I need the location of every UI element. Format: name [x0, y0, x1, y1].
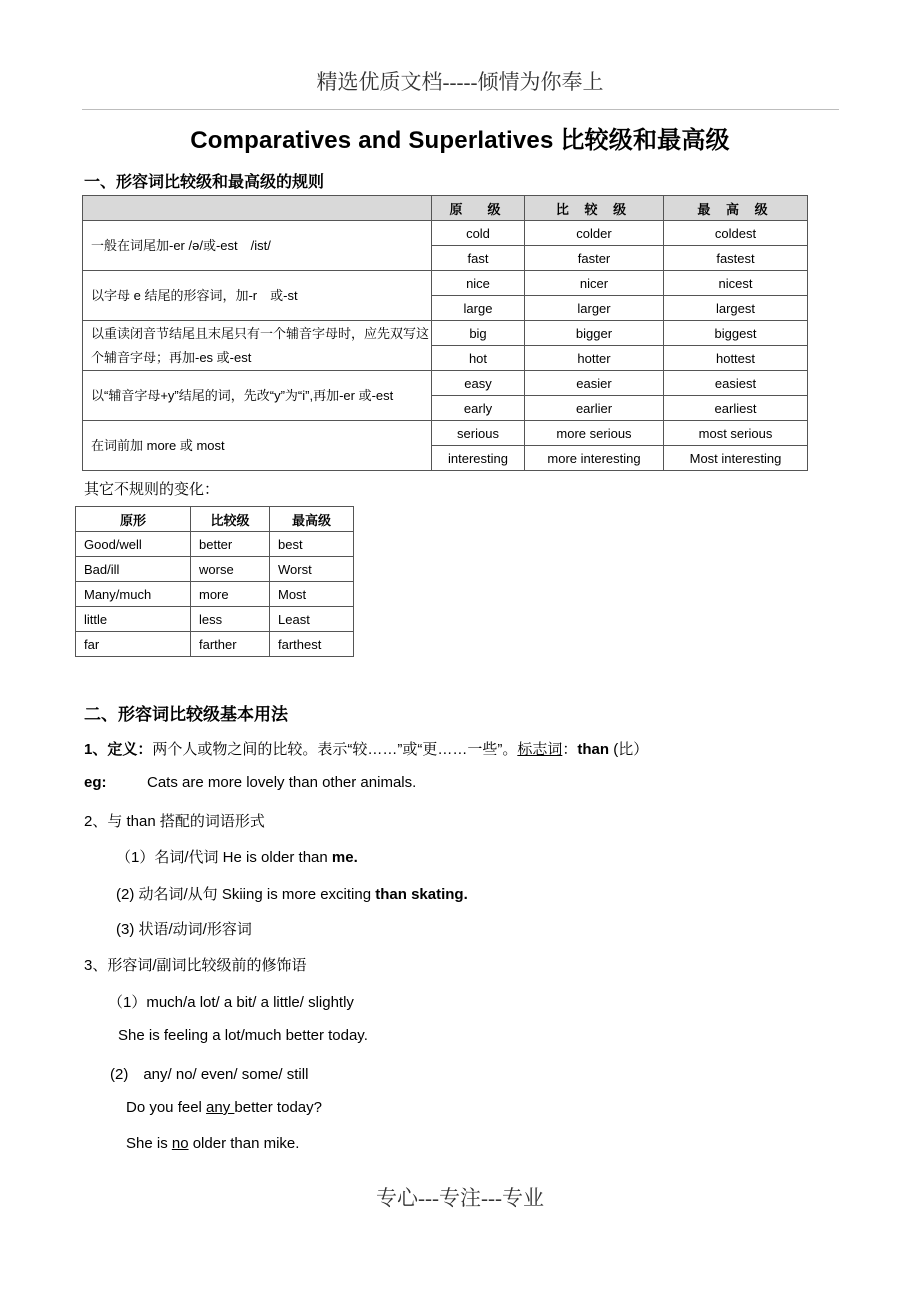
- rule-cell: 一般在词尾加-er /ə/或-est /ist/: [83, 221, 432, 271]
- comparative-cell: more serious: [525, 421, 664, 446]
- point-2-item-2: [116, 883, 468, 904]
- positive-cell: cold: [432, 221, 525, 246]
- example-text-underlined: any: [206, 1099, 235, 1116]
- header-cell-comparative: 比较级: [191, 507, 270, 532]
- comparative-cell: more: [191, 582, 270, 607]
- superlative-cell: hottest: [664, 346, 808, 371]
- superlative-cell: nicest: [664, 271, 808, 296]
- point-2-item-3: (3) 状语/动词/形容词: [116, 921, 252, 938]
- rule-cell: 以“辅音字母+y”结尾的词，先改“y”为“i”,再加-er 或-est: [83, 371, 432, 421]
- marker-word-than: than: [577, 741, 610, 758]
- point-2-item-2-bold: than skating.: [375, 886, 468, 903]
- comparative-cell: more interesting: [525, 446, 664, 471]
- example-text-underlined: no: [171, 1135, 189, 1152]
- example-text-pre: Do you feel: [126, 1099, 207, 1116]
- comparative-cell: easier: [525, 371, 664, 396]
- positive-cell: large: [432, 296, 525, 321]
- comparative-cell: nicer: [525, 271, 664, 296]
- point-2-item-1-bold: me.: [331, 849, 358, 866]
- base-cell: little: [76, 607, 191, 632]
- example-text: Cats are more lovely than other animals.: [147, 774, 417, 791]
- table-row: [83, 371, 808, 396]
- comparative-cell: worse: [191, 557, 270, 582]
- point-3-item-2-example-1: [126, 1099, 322, 1116]
- superlative-cell: Least: [270, 607, 354, 632]
- example-label: eg:: [84, 774, 107, 791]
- section1-heading: 一、形容词比较级和最高级的规则: [84, 174, 325, 191]
- comparative-cell: bigger: [525, 321, 664, 346]
- superlative-cell: farthest: [270, 632, 354, 657]
- page-header: 精选优质文档-----倾情为你奉上: [316, 70, 604, 94]
- table-row: [76, 632, 354, 657]
- point-3-item-2-example-2: [126, 1135, 299, 1152]
- base-cell: Good/well: [76, 532, 191, 557]
- example-text-post: older than mike.: [188, 1135, 300, 1152]
- superlative-cell: largest: [664, 296, 808, 321]
- rule-cell: 以字母 e 结尾的形容词，加-r 或-st: [83, 271, 432, 321]
- table-row: [83, 421, 808, 446]
- table-row: [76, 582, 354, 607]
- header-cell-superlative: 最高级: [270, 507, 354, 532]
- table-row: [76, 557, 354, 582]
- superlative-cell: easiest: [664, 371, 808, 396]
- page-footer: 专心---专注---专业: [376, 1186, 544, 1210]
- base-cell: Bad/ill: [76, 557, 191, 582]
- table-row: [76, 607, 354, 632]
- point-2-item-2-text: (2) 动名词/从句 Skiing is more exciting: [116, 886, 376, 903]
- definition-line: [84, 738, 648, 759]
- point-2-item-1-text: （1）名词/代词 He is older than: [116, 849, 332, 866]
- table-header-row: [76, 507, 354, 532]
- positive-cell: fast: [432, 246, 525, 271]
- comparative-cell: less: [191, 607, 270, 632]
- example-text-pre: She is: [126, 1135, 172, 1152]
- superlative-cell: earliest: [664, 396, 808, 421]
- document-title: Comparatives and Superlatives 比较级和最高级: [190, 127, 730, 154]
- base-cell: Many/much: [76, 582, 191, 607]
- point-3-item-1-example: She is feeling a lot/much better today.: [118, 1027, 368, 1044]
- definition-number: 1、: [84, 741, 108, 758]
- header-cell-rule: [83, 196, 432, 221]
- positive-cell: nice: [432, 271, 525, 296]
- marker-word-gloss: (比）: [609, 741, 649, 758]
- marker-colon: ：: [562, 741, 578, 758]
- positive-cell: early: [432, 396, 525, 421]
- base-cell: far: [76, 632, 191, 657]
- header-divider: [82, 109, 839, 110]
- table-row: [83, 271, 808, 296]
- positive-cell: serious: [432, 421, 525, 446]
- comparison-rules-table: [82, 195, 808, 471]
- point-2-heading: 2、与 than 搭配的词语形式: [84, 813, 265, 830]
- comparative-cell: farther: [191, 632, 270, 657]
- header-cell-positive: 原 级: [432, 196, 525, 221]
- header-cell-superlative: 最 高 级: [664, 196, 808, 221]
- table-row: [76, 532, 354, 557]
- irregular-label: 其它不规则的变化：: [84, 482, 220, 498]
- header-cell-comparative: 比 较 级: [525, 196, 664, 221]
- point-2-item-1: [116, 846, 358, 867]
- comparative-cell: larger: [525, 296, 664, 321]
- header-cell-base: 原形: [76, 507, 191, 532]
- point-3-item-1: （1）much/a lot/ a bit/ a little/ slightly: [108, 994, 354, 1011]
- comparative-cell: colder: [525, 221, 664, 246]
- example-line: [84, 774, 416, 791]
- positive-cell: interesting: [432, 446, 525, 471]
- comparative-cell: hotter: [525, 346, 664, 371]
- point-3-item-2: (2) any/ no/ even/ some/ still: [110, 1066, 309, 1083]
- positive-cell: hot: [432, 346, 525, 371]
- superlative-cell: biggest: [664, 321, 808, 346]
- superlative-cell: Most: [270, 582, 354, 607]
- definition-text: 两个人或物之间的比较。表示“较……”或“更……一些”。: [152, 741, 518, 758]
- table-row: [83, 321, 808, 346]
- marker-word-label: 标志词: [517, 741, 563, 758]
- rule-cell: 以重读闭音节结尾且末尾只有一个辅音字母时，应先双写这个辅音字母；再加-es 或-est: [83, 321, 432, 371]
- comparative-cell: earlier: [525, 396, 664, 421]
- table-row: [83, 221, 808, 246]
- positive-cell: easy: [432, 371, 525, 396]
- irregular-forms-table: [75, 506, 354, 657]
- rule-cell: 在词前加 more 或 most: [83, 421, 432, 471]
- superlative-cell: fastest: [664, 246, 808, 271]
- comparative-cell: better: [191, 532, 270, 557]
- superlative-cell: Most interesting: [664, 446, 808, 471]
- positive-cell: big: [432, 321, 525, 346]
- example-text-post: better today?: [234, 1099, 322, 1116]
- superlative-cell: most serious: [664, 421, 808, 446]
- section2-heading: 二、形容词比较级基本用法: [84, 705, 288, 724]
- comparative-cell: faster: [525, 246, 664, 271]
- definition-label: 定义：: [107, 741, 153, 758]
- point-3-heading: 3、形容词/副词比较级前的修饰语: [84, 957, 307, 974]
- superlative-cell: coldest: [664, 221, 808, 246]
- table-header-row: [83, 196, 808, 221]
- superlative-cell: Worst: [270, 557, 354, 582]
- superlative-cell: best: [270, 532, 354, 557]
